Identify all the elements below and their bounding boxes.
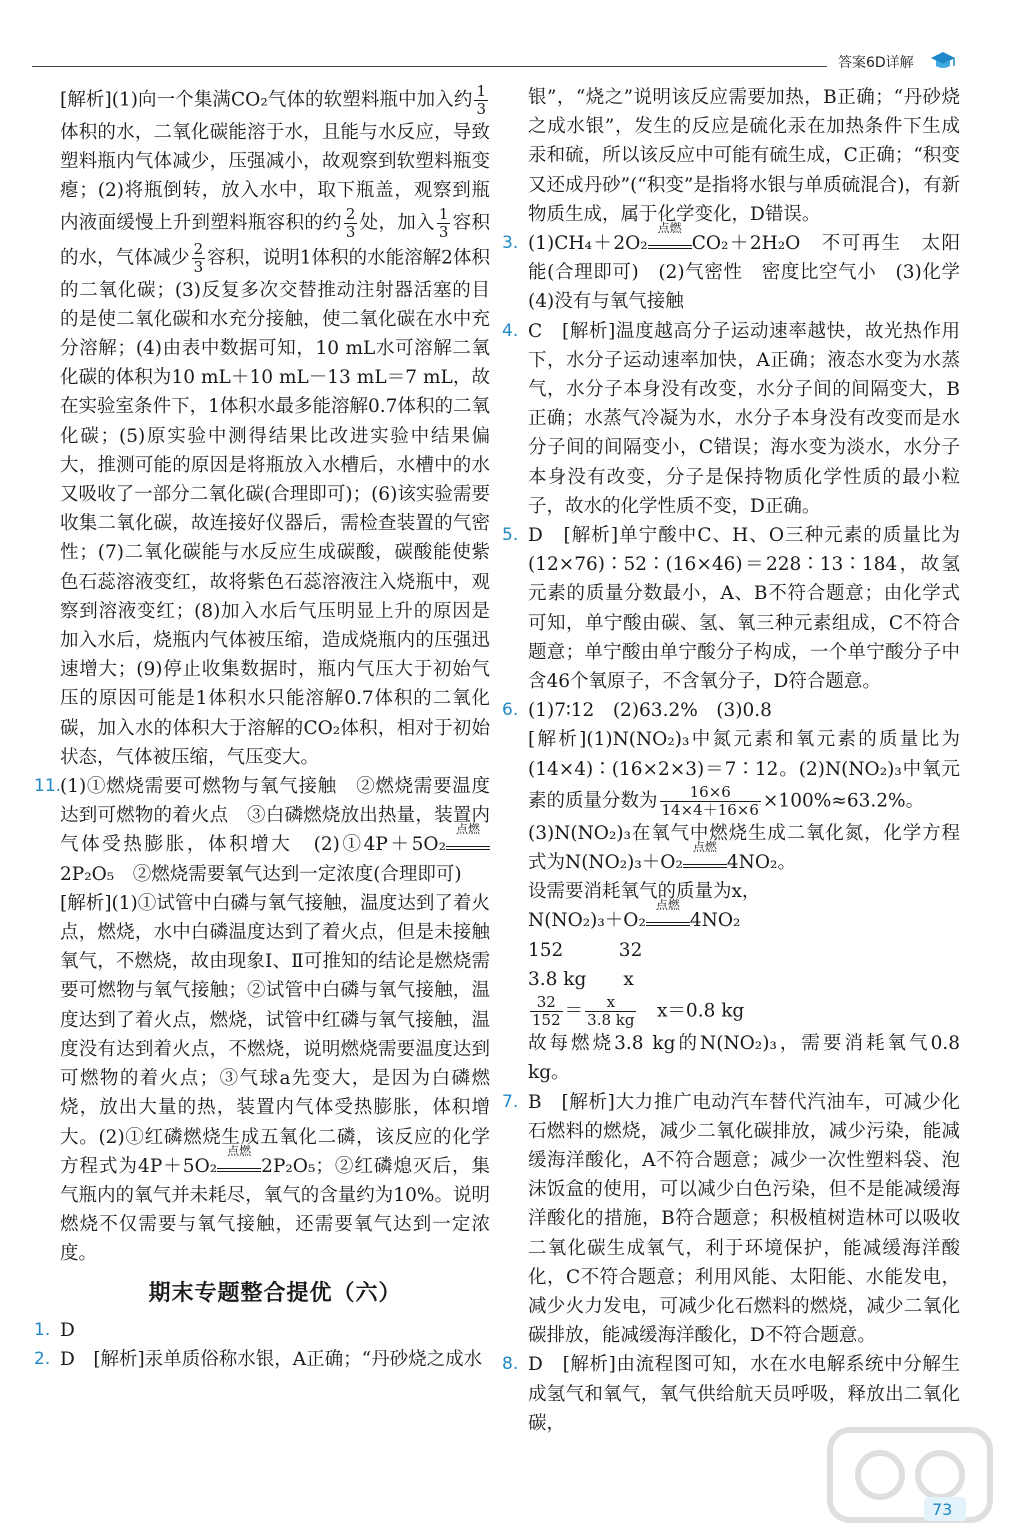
equals-sign xyxy=(446,846,490,850)
text-run: 容积的水，气体减少 xyxy=(60,212,490,269)
watermark-logo-icon xyxy=(820,1420,1000,1530)
section-title: 期末专题整合提优（六） xyxy=(148,1280,402,1306)
question-6 xyxy=(502,696,960,1087)
q4-answer: C [解析]温度越高分子运动速率越快，故光热作用下，水分子运动速率加快，A正确；液态水变为水蒸气，水分子本身没有改变，水分子间的间隔变大，B正确；水蒸气冷凝为水，水分子本身没有改变而是水分子间的间隔变小，C错误；海水变为淡水，水分子本身没有改变，分子是保持物质化学性质的最小粒子，故水的化学性质不变，D正确。 xyxy=(528,320,960,517)
reaction-condition xyxy=(648,221,692,249)
text-run: 4NO₂ xyxy=(689,910,741,932)
equals-sign xyxy=(648,245,692,249)
q6-equation xyxy=(528,898,960,935)
reaction-condition xyxy=(446,822,490,850)
question-11 xyxy=(34,772,491,1268)
fraction-denominator: 152 xyxy=(532,1011,561,1030)
q2-continuation: 银”，“烧之”说明该反应需要加热，B正确；“丹砂烧之成水银”，发生的反应是硫化汞在加热条件下生成汞和硫，所以该反应中可能有硫生成，C正确；“积变又还成丹砂”(“积变”是指将水银与单质硫混合)，有新物质生成，属于化学变化，D错误。 xyxy=(528,87,960,225)
question-3 xyxy=(502,221,979,317)
fraction xyxy=(474,83,488,118)
q6-analysis xyxy=(528,725,960,818)
fraction-numerator: x xyxy=(585,994,636,1012)
equals-sign xyxy=(646,922,690,926)
text-run: 4NO₂。 xyxy=(726,852,796,874)
reaction-condition xyxy=(646,898,690,926)
q8-answer: D [解析]由流程图可知，水在水电解系统中分解生成氢气和氧气，氧气供给航天员呼吸，释放出二氧化碳， xyxy=(528,1354,960,1434)
fraction xyxy=(585,994,636,1029)
fraction-numerator: 1 xyxy=(438,204,449,223)
q10-analysis xyxy=(60,83,490,772)
q6-answer: (1)7∶12 (2)63.2% (3)0.8 xyxy=(528,700,772,722)
q6-mass-row: 3.8 kg x xyxy=(528,968,634,990)
text-run: (1)①燃烧需要可燃物与氧气接触 ②燃烧需要温度达到可燃物的着火点 ③白磷燃烧放出热量，装置内气体受热膨胀，体积增大 (2)①4P＋5O₂ xyxy=(60,776,490,856)
question-2 xyxy=(34,1345,490,1374)
q1-answer: D xyxy=(60,1319,75,1341)
text-run: [解析](1)向一个集满CO₂气体的软塑料瓶中加入约 xyxy=(60,89,473,111)
fraction xyxy=(344,206,358,241)
fraction-denominator: 3 xyxy=(438,222,449,241)
q7-answer: B [解析]大力推广电动汽车替代汽油车，可减少化石燃料的燃烧，减少二氧化碳排放，减少污染，能减缓海洋酸化，A不符合题意；减少一次性塑料袋、泡沫饭盒的使用，可以减少白色污染，但不是能减缓海洋酸化的措施，B符合题意；积极植树造林可以吸收二氧化碳生成氧气，利于环境保护，能减缓海洋酸化，C不符合题意；利用风能、太阳能、水能发电，减少火力发电，可减少化石燃料的燃烧，减少二氧化碳排放，能减缓海洋酸化，D不符合题意。 xyxy=(528,1091,960,1347)
question-1 xyxy=(34,1316,490,1345)
fraction-numerator: 32 xyxy=(530,994,563,1012)
fraction xyxy=(530,994,563,1029)
condition-label: 点燃 xyxy=(227,1143,252,1158)
equals-sign xyxy=(683,864,727,868)
condition-label: 点燃 xyxy=(692,840,717,855)
q6-molar-row: 152 32 xyxy=(528,939,643,961)
condition-label: 点燃 xyxy=(655,898,680,913)
question-number: 6. xyxy=(502,700,519,721)
header-label: 答案6D详解 xyxy=(838,55,914,71)
fraction-denominator: 3 xyxy=(476,100,486,118)
q11-answer xyxy=(60,772,490,889)
text-run: CO₂＋2H₂O 不可再生 太阳能(合理即可) (2)气密性 密度比空气小 (3)化学 (4)没有与氧气接触 xyxy=(528,233,979,313)
q6-setup: 设需要消耗氧气的质量为x， xyxy=(528,881,761,903)
q6-equation-text xyxy=(528,819,960,877)
reaction-condition xyxy=(683,840,727,868)
text-run: 处，加入 xyxy=(359,212,435,234)
text-run: (1)CH₄＋2O₂ xyxy=(528,233,648,255)
text-run: 2P₂O₅ ②燃烧需要氧气达到一定浓度(合理即可) xyxy=(60,863,462,885)
fraction-denominator: 3 xyxy=(345,222,356,241)
text-run: 容积，说明1体积的水能溶解2体积的二氧化碳；(3)反复多次交替推动注射器活塞的目的是使二氧化碳和水充分接触，使二氧化碳在水中充分溶解；(4)由表中数据可知，10 mL水可溶解二氧化碳的体积为10 mL＋10 mL－13 mL＝7 mL，故在实验室条件下，1体积水最多能溶解0.7体积的二氧化碳；(5)原实验中测得结果比改进实验中结果偏大，推测可能的原因是将瓶放入水槽后，水槽中的水又吸收了一部分二氧化碳(合理即可)；(6)该实验需要收集二氧化碳，故连接好仪器后，需检查装置的气密性；(7)二氧化碳能与水反应生成碳酸，碳酸能使紫色石蕊溶液变红，故将紫色石蕊溶液注入烧瓶中，观察到溶液变红；(8)加入水后气压明显上升的原因是加入水后，烧瓶内气体被压缩，造成烧瓶内的压强迅速增大；(9)停止收集数据时，瓶内气压大于初始气压的原因可能是1体积水只能溶解0.7体积的二氧化碳，加入水的体积大于溶解的CO₂体积，相对于初始状态，气体被压缩，气压变大。 xyxy=(60,247,490,768)
condition-label: 点燃 xyxy=(657,221,682,236)
question-number: 4. xyxy=(502,320,519,341)
text-run: [解析](1)①试管中白磷与氧气接触，温度达到了着火点，燃烧，水中白磷温度达到了着火点，但是未接触氧气，不燃烧，故由现象Ⅰ、Ⅱ可推知的结论是燃烧需要可燃物与氧气接触；②试管中白磷与氧气接触，温度达到了着火点，燃烧，试管中红磷与氧气接触，温度没有达到着火点，不燃烧，说明燃烧需要温度达到可燃物的着火点；③气球a先变大，是因为白磷燃烧，放出大量的热，装置内气体受热膨胀，体积增大。(2)①红磷燃烧生成五氧化二磷，该反应的化学方程式为4P＋5O₂ xyxy=(60,892,490,1177)
header-rule xyxy=(32,66,827,67)
fraction-numerator: 1 xyxy=(476,82,486,100)
q2-answer: D [解析]汞单质俗称水银，A正确；“丹砂烧之成水 xyxy=(60,1348,483,1370)
reaction-condition xyxy=(217,1143,261,1172)
question-number: 11. xyxy=(34,776,62,797)
equals-sign xyxy=(217,1168,261,1172)
text-run: [解析](1)N(NO₂)₃中氮元素和氧元素的质量比为(14×4)∶(16×2×3)＝7∶12。(2)N(NO₂)₃中氧元素的质量分数为 xyxy=(528,729,960,812)
question-number: 1. xyxy=(34,1319,51,1340)
condition-label: 点燃 xyxy=(455,822,480,837)
fraction-denominator: 14×4＋16×6 xyxy=(661,800,759,819)
q5-answer: D [解析]单宁酸中C、H、O三种元素的质量比为(12×76)∶52∶(16×46)＝228∶13∶184，故氢元素的质量分数最小，A、B不符合题意；由化学式可知，单宁酸由碳、氢、氧三种元素组成，C不符合题意；单宁酸由单宁酸分子构成，一个单宁酸分子中含46个氧原子，不含氧分子，D符合题意。 xyxy=(528,525,960,693)
text-run: 体积的水，二氧化碳能溶于水，且能与水反应，导致塑料瓶内气体减少，压强减小，故观察到软塑料瓶变瘪；(2)将瓶倒转，放入水中，取下瓶盖，观察到瓶内液面缓慢上升到塑料瓶容积的约 xyxy=(60,122,490,234)
text-run: ×100%≈63.2%。 xyxy=(762,790,925,812)
question-5 xyxy=(502,521,960,696)
fraction xyxy=(437,206,451,241)
graduation-cap-icon xyxy=(930,50,956,72)
question-number: 2. xyxy=(34,1348,51,1369)
page-number: 73 xyxy=(932,1500,953,1519)
question-4 xyxy=(502,317,960,521)
q6-proportion: $\frac{32}{152}$ ＝ $\frac{x}{3.8 kg}$ x＝0.8 kg xyxy=(532,993,745,1030)
text-run: x＝0.8 kg xyxy=(638,1000,745,1022)
fraction-numerator: 16×6 xyxy=(660,784,761,802)
text-run: N(NO₂)₃＋O₂ xyxy=(528,910,646,932)
fraction-numerator: 2 xyxy=(193,239,204,258)
question-number: 8. xyxy=(502,1354,519,1375)
fraction-denominator: 3.8 kg xyxy=(587,1011,635,1030)
question-number: 5. xyxy=(502,525,519,546)
right-column xyxy=(502,83,979,1438)
question-7 xyxy=(502,1088,960,1351)
question-number: 3. xyxy=(502,233,519,254)
fraction xyxy=(660,784,761,819)
left-column xyxy=(34,82,491,1374)
q3-answer xyxy=(528,221,979,317)
fraction-denominator: 3 xyxy=(193,257,204,276)
fraction xyxy=(192,241,206,276)
q6-conclusion: 故每燃烧3.8 kg的N(NO₂)₃，需要消耗氧气0.8 kg。 xyxy=(528,1033,960,1084)
text-run: (3)N(NO₂)₃在氧气中燃烧生成二氧化氮，化学方程式为N(NO₂)₃＋O₂ xyxy=(528,822,960,874)
text-run: 2P₂O₅；②红磷熄灭后，集气瓶内的氧气并未耗尽，氧气的含量约为10%。说明燃烧不仅需要与氧气接触，还需要氧气达到一定浓度。 xyxy=(60,1155,491,1265)
fraction-numerator: 2 xyxy=(345,204,356,223)
question-number: 7. xyxy=(502,1091,519,1112)
q11-analysis xyxy=(60,889,490,1269)
